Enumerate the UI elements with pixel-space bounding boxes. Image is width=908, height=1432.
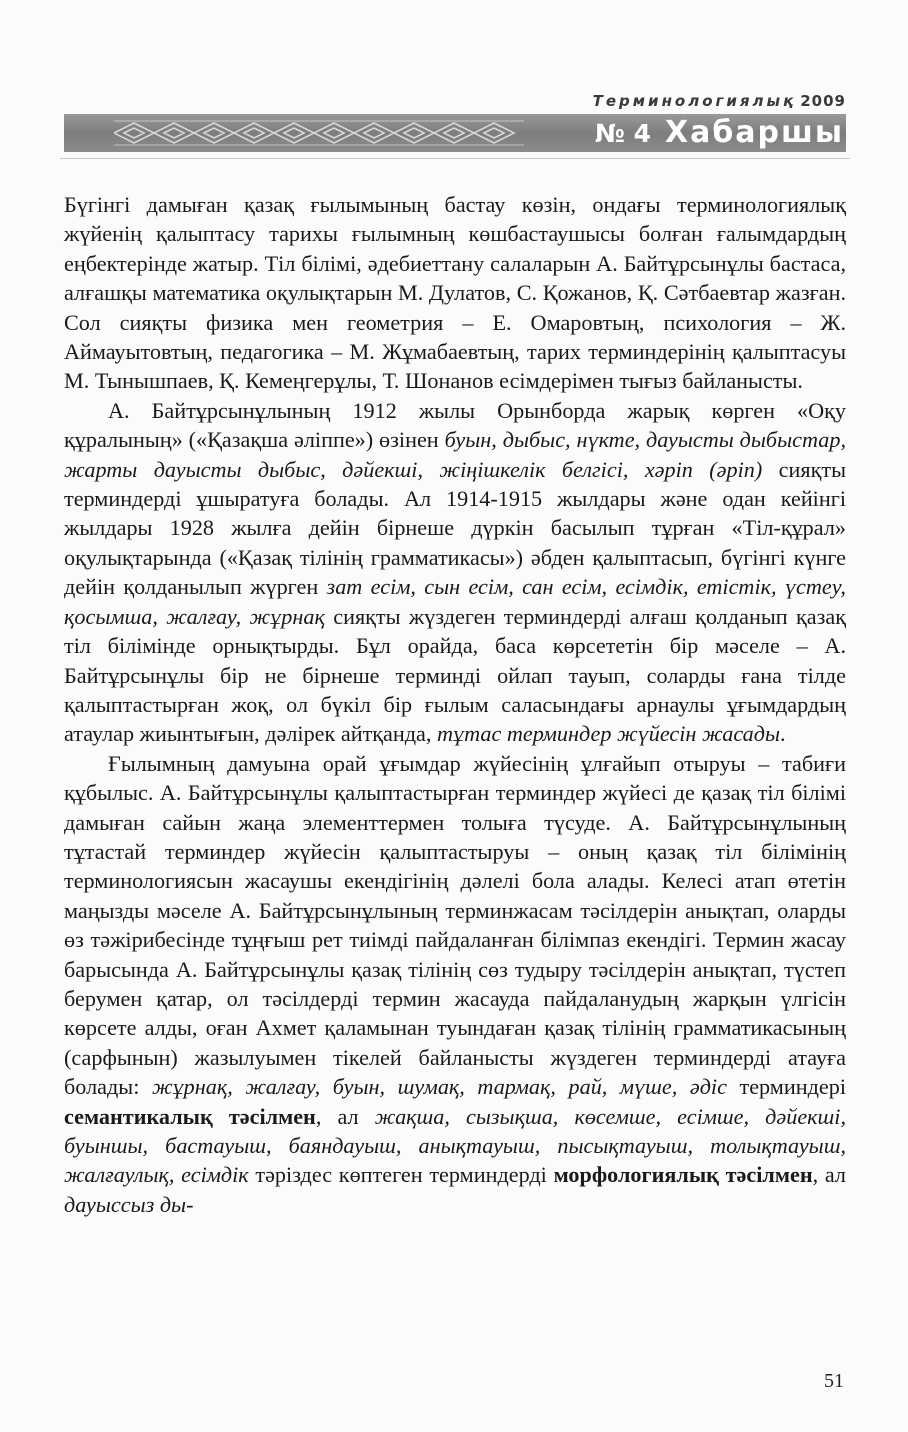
issue-number: № 4: [594, 119, 651, 148]
italic-term: жақша, сызықша, көсемше, есімше, дәйекші, буыншы, бастауыш, баяндауыш, анықтауыш, пысықтауыш, толықтауыш, жалғаулық, есімдік: [64, 1103, 847, 1188]
italic-term: дауыссыз ды-: [64, 1191, 194, 1217]
text-run: терминдері: [726, 1074, 846, 1100]
text-run: А. Байтұрсынұлының 1912 жылы Орынборда жарық көрген «Оқу құралының» («Қазақша әліппе») өзінен: [64, 397, 846, 453]
italic-term: зат есім, сын есім, сан есім, есімдік, етістік, үстеу, қосымша, жалғау, жұрнақ: [64, 574, 846, 629]
paragraph: [64, 190, 846, 396]
header-band: [64, 114, 846, 152]
page-number: 51: [824, 1370, 844, 1392]
text-run: сияқты жүздеген терминдерді алғаш қолданып қазақ тіл білімінде орнықтырды. Бұл орайда, баса көрсететін бір мәселе – А. Байтұрсынұлы бір не бірнеше терминді ойлап тауып, соларды ғана тілде қалыптастырған жоқ, ол бүкіл бір ғылым саласындағы арнаулы ұғымдардың атаулар жиынтығын, дәлірек айтқанда,: [64, 603, 847, 747]
article-body: [64, 190, 846, 1219]
bold-term: семантикалық тәсілмен: [64, 1103, 316, 1129]
text-run: , ал: [812, 1162, 846, 1188]
journal-name: Терминологиялық 2009: [592, 92, 846, 110]
text-run: .: [780, 721, 786, 747]
text-run: Ғылымның дамуына орай ұғымдар жүйесінің ұлғайып отыруы – табиғи құбылыс. А. Байтұрсынұлы қалыптастырған терминдер жүйесі де қазақ тіл білімі дамыған сайын жаңа элементтермен толыға түсуде. А. Байтұрсынұлының тұтастай терминдер жүйесін қалыптастыруы – оның қазақ тіл білімінің терминологиясын жасаушы екендігінің дәлелі бола алады. Келесі атап өтетін маңызды мәселе А. Байтұрсынұлының терминжасам тәсілдерін анықтап, оларды өз тәжірибесінде тұңғыш рет тиімді пайдаланған білімпаз екендігі. Термин жасау барысында А. Байтұрсынұлы қазақ тілінің сөз тудыру тәсілдерін анықтап, түстеп берумен қатар, ол тәсілдерді термин жасауда пайдаланудың жарқын үлгісін көрсете алды, оған Ахмет қаламынан туындаған қазақ тілінің грамматикасының (сарфынын) жазылуымен тікелей байланысты жүздеген терминдерді атауға болады:: [64, 750, 846, 1100]
kazakh-ornament-icon: [114, 118, 524, 148]
italic-term: тұтас терминдер жүйесін жасады: [437, 721, 781, 747]
italic-term: жұрнақ, жалғау, буын, шумақ, тармақ, рай, мүше, әдіс: [151, 1074, 727, 1100]
italic-term: буын, дыбыс, нүкте, дауысты дыбыстар, жарты дауысты дыбыс, дәйекші, жіңішкелік белгісі, хәріп (әріп): [64, 427, 846, 482]
text-run: , ал: [315, 1103, 375, 1129]
journal-title: Хабаршы: [664, 115, 844, 150]
header-divider: [60, 158, 850, 159]
header-title: [595, 114, 844, 152]
text-run: Бүгінгі дамыған қазақ ғылымының бастау көзін, ондағы терминологиялық жүйенің қалыптасу тарихы ғылымның көшбастаушысы болған ғалымдардың еңбектерінде жатыр. Тіл білімі, әдебиеттану салаларын А. Байтұрсынұлы бастаса, алғашқы математика оқулықтарын М. Дулатов, С. Қожанов, Қ. Сәтбаевтар жазған. Сол сияқты физика мен геометрия – Е. Омаровтың, психология – Ж. Аймауытовтың, педагогика – М. Жұмабаевтың, тарих терминдерінің қалыптасуы М. Тынышпаев, Қ. Кемеңгерұлы, Т. Шонанов есімдерімен тығыз байланысты.: [64, 192, 846, 394]
journal-header: [64, 92, 846, 154]
paragraph: [64, 749, 846, 1220]
bold-term: морфологиялық тәсілмен: [553, 1162, 813, 1188]
journal-year: 2009: [800, 92, 846, 110]
text-run: сияқты терминдерді ұшыратуға болады. Ал 1914-1915 жылдары және одан кейінгі жылдары 1928 жылға дейін бірнеше дүркін басылып тұрған «Тіл-құрал» оқулықтарында («Қазақ тілінің грамматикасы») әбден қалыптасып, бүгінгі күнге дейін қолданылып жүрген: [64, 456, 846, 600]
text-run: тәріздес көптеген терминдерді: [248, 1162, 554, 1188]
paragraph: [64, 396, 846, 749]
